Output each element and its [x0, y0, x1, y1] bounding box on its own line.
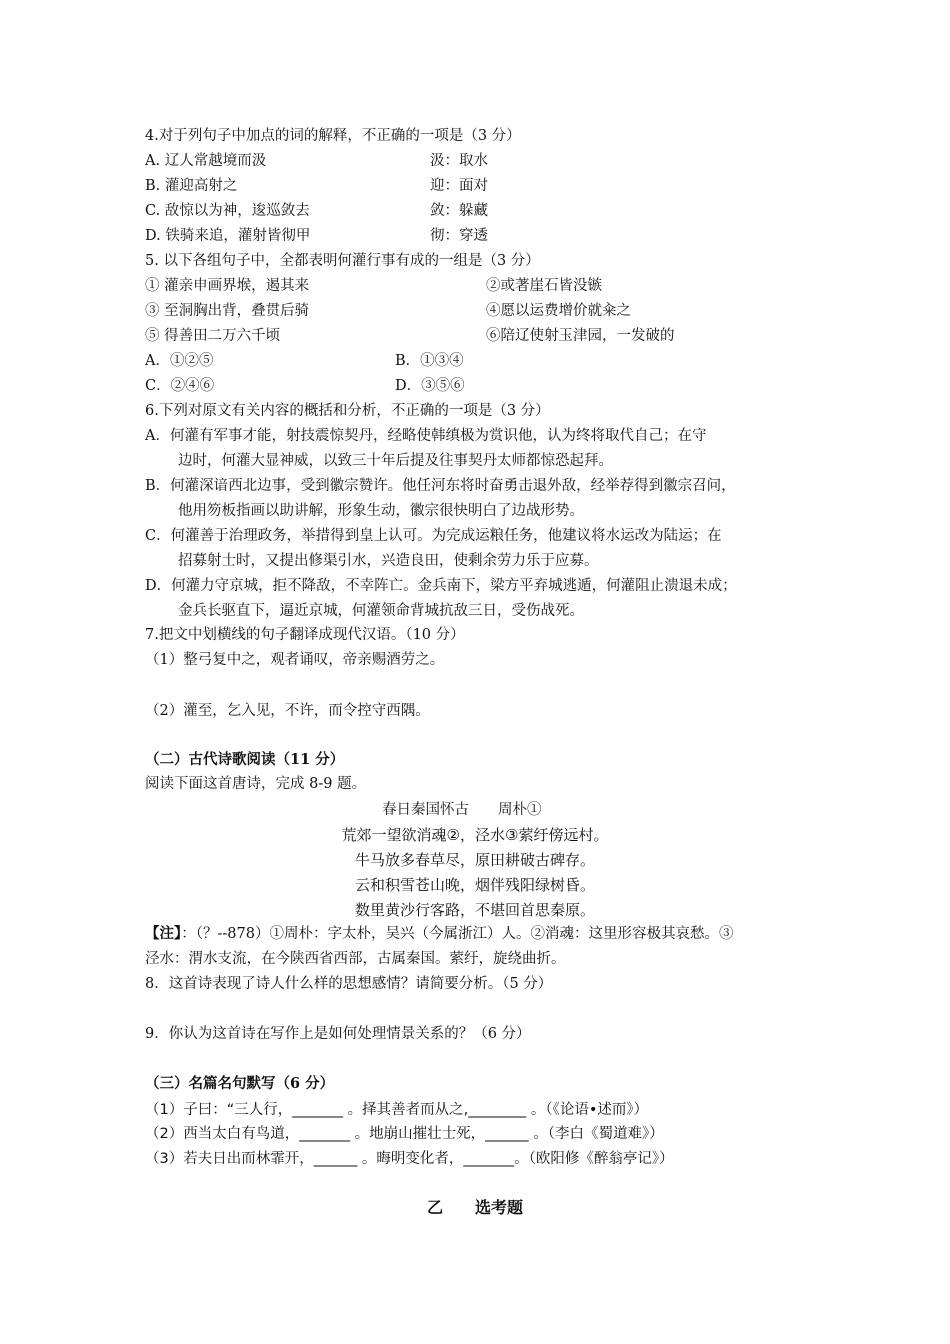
recitation-line-1: （1）子曰：“三人行，_______ 。择其善者而从之,________ 。（《论语•述而》）: [145, 1102, 649, 1118]
q4-option-c: C. 敌惊以为神，逡巡敛去: [145, 203, 310, 219]
q7-sentence-2: （2）灌至，乞入见，不许，而令控守西隅。: [145, 703, 430, 719]
q5-item-1: ① 灌亲申画界堠，遏其来: [145, 278, 310, 294]
poem-line-3: 云和积雪苍山晚，烟伴残阳绿树昏。: [354, 876, 595, 894]
q4-option-c-gloss: 敛：躲藏: [430, 203, 488, 219]
q4-stem: 4.对于列句子中加点的词的解释，不正确的一项是（3 分）: [145, 128, 521, 144]
poem-note-line1: [145, 924, 733, 944]
q5-item-3: ③ 至洞胸出背，叠贯后骑: [145, 303, 310, 319]
poem-note-line2: 泾水：渭水支流，在今陕西省西部，古属秦国。萦纡，旋绕曲折。: [145, 951, 566, 967]
q6-option-a-line1: A．何灌有军事才能，射技震惊契丹，经略使韩缜极为赏识他，认为终将取代自己；在守: [145, 428, 707, 444]
q6-stem: 6.下列对原文有关内容的概括和分析，不正确的一项是（3 分）: [145, 403, 550, 419]
poem-note-label: 【注】: [145, 925, 182, 942]
q5-choice-a: A．①②⑤: [145, 353, 214, 369]
q6-option-b-line2: 他用笏板指画以助讲解，形象生动，徽宗很快明白了边战形势。: [178, 503, 584, 519]
poem-note-text: ：（？--878）①周朴：字太朴，吴兴（今属浙江）人。②消魂：这里形容极其哀愁。③: [181, 926, 734, 942]
q8-stem: 8．这首诗表现了诗人什么样的思想感情？请简要分析。（5 分）: [145, 976, 553, 992]
poem-line-2: 牛马放多春草尽，原田耕破古碑存。: [354, 851, 595, 869]
q4-option-d: D. 铁骑来追，灌射皆彻甲: [145, 228, 311, 244]
q5-choice-d: D．③⑤⑥: [395, 378, 465, 394]
poem-line-1: 荒郊一望欲消魂②，泾水③萦纡傍远村。: [341, 826, 609, 844]
q5-stem: 5. 以下各组句子中，全都表明何灌行事有成的一组是（3 分）: [145, 253, 540, 269]
q9-stem: 9．你认为这首诗在写作上是如何处理情景关系的？（6 分）: [145, 1026, 531, 1042]
q4-option-a: A. 辽人常越境而汲: [145, 153, 267, 169]
recitation-line-2: （2）西当太白有鸟道，_______ 。地崩山摧壮士死，______ 。（李白《蜀道难》）: [145, 1126, 664, 1142]
q6-option-d-line1: D．何灌力守京城，拒不降敌，不幸阵亡。金兵南下，梁方平弃城逃遁，何灌阻止溃退未成；: [145, 578, 737, 594]
q6-option-c-line1: C．何灌善于治理政务，举措得到皇上认可。为完成运粮任务，他建议将水运改为陆运；在: [145, 528, 722, 544]
q5-item-5: ⑤ 得善田二万六千顷: [145, 328, 281, 344]
recitation-line-3: （3）若夫日出而林霏开，______ 。晦明变化者，_______。（欧阳修《醉翁亭记》）: [145, 1151, 674, 1167]
q7-stem: 7.把文中划横线的句子翻译成现代汉语。（10 分）: [145, 627, 465, 643]
q6-option-b-line1: B．何灌深谙西北边事，受到徽宗赞许。他任河东将时奋勇击退外敌，经举荐得到徽宗召问，: [145, 478, 736, 494]
poem-line-4: 数里黄沙行客路，不堪回首思秦原。: [354, 901, 595, 919]
section2-heading: （二）古代诗歌阅读（11 分）: [145, 751, 345, 768]
q5-choice-c: C．②④⑥: [145, 378, 215, 394]
section2-intro: 阅读下面这首唐诗，完成 8-9 题。: [145, 776, 367, 792]
q4-option-a-gloss: 汲：取水: [430, 153, 488, 169]
q5-item-6: ⑥陪辽使射玉津园，一发破的: [486, 328, 675, 344]
q4-option-b-gloss: 迎：面对: [430, 178, 488, 194]
q7-sentence-1: （1）整弓复中之，观者诵叹，帝亲赐酒劳之。: [145, 652, 445, 668]
q6-option-d-line2: 金兵长驱直下，逼近京城，何灌领命背城抗敌三日，受伤战死。: [178, 603, 584, 619]
q6-option-c-line2: 招募射士时，又提出修渠引水，兴造良田，使剩余劳力乐于应募。: [178, 553, 599, 569]
section3-heading: （三）名篇名句默写（6 分）: [145, 1075, 335, 1092]
q6-option-a-line2: 边时，何灌大显神威，以致三十年后提及往事契丹太师都惊恐起拜。: [178, 453, 613, 469]
elective-section-title: 乙 选考题: [426, 1198, 523, 1217]
q5-item-4: ④愿以运费增价就籴之: [486, 303, 631, 319]
q4-option-b: B. 灌迎高射之: [145, 178, 238, 194]
q5-item-2: ②或著崖石皆没镞: [486, 278, 602, 294]
q5-choice-b: B．①③④: [395, 353, 464, 369]
q4-option-d-gloss: 彻：穿透: [430, 228, 488, 244]
poem-title: 春日秦国怀古 周朴①: [382, 802, 542, 818]
